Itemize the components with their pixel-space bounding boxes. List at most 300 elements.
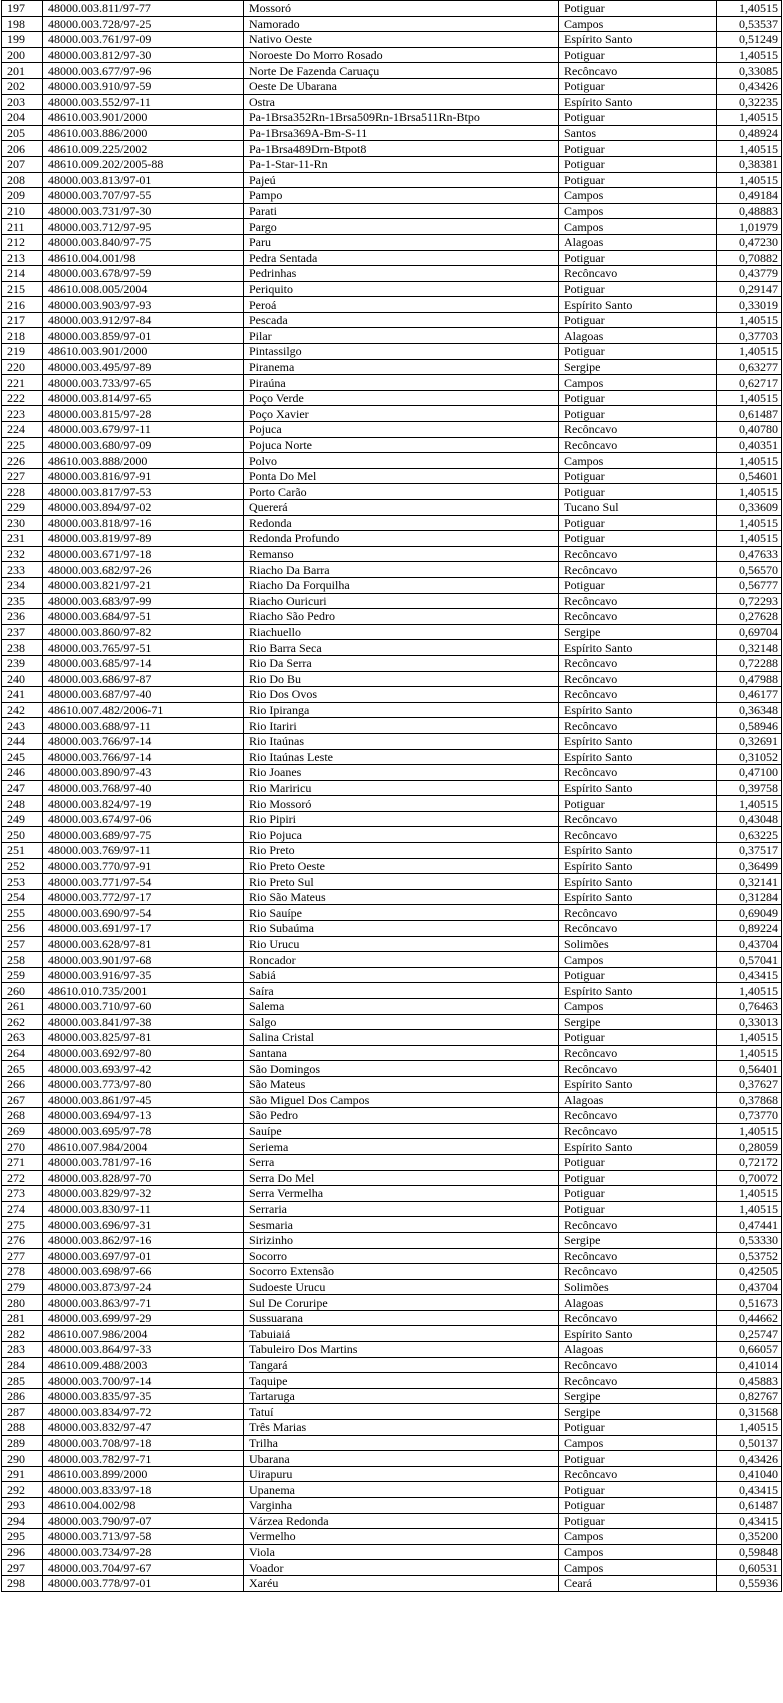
field-name-cell: Riacho Da Forquilha — [244, 577, 559, 593]
coefficient-value-cell: 1,40515 — [717, 796, 782, 812]
row-number-cell: 217 — [2, 312, 43, 328]
basin-name-cell: Potiguar — [559, 141, 717, 157]
basin-name-cell: Tucano Sul — [559, 500, 717, 516]
field-name-cell: Sirizinho — [244, 1232, 559, 1248]
process-number-cell: 48000.003.811/97-77 — [43, 1, 244, 17]
table-row — [2, 671, 782, 687]
process-number-cell: 48000.003.671/97-18 — [43, 546, 244, 562]
row-number-cell: 296 — [2, 1544, 43, 1560]
table-row — [2, 312, 782, 328]
field-name-cell: Namorado — [244, 16, 559, 32]
row-number-cell: 284 — [2, 1357, 43, 1373]
row-number-cell: 210 — [2, 203, 43, 219]
basin-name-cell: Solimões — [559, 936, 717, 952]
field-name-cell: Roncador — [244, 952, 559, 968]
row-number-cell: 273 — [2, 1186, 43, 1202]
row-number-cell: 221 — [2, 375, 43, 391]
basin-name-cell: Potiguar — [559, 312, 717, 328]
row-number-cell: 204 — [2, 110, 43, 126]
process-number-cell: 48000.003.782/97-71 — [43, 1451, 244, 1467]
field-name-cell: Pojuca Norte — [244, 437, 559, 453]
process-number-cell: 48000.003.770/97-91 — [43, 858, 244, 874]
process-number-cell: 48000.003.778/97-01 — [43, 1575, 244, 1591]
row-number-cell: 279 — [2, 1279, 43, 1295]
basin-name-cell: Recôncavo — [559, 1217, 717, 1233]
coefficient-value-cell: 0,53330 — [717, 1232, 782, 1248]
table-row — [2, 468, 782, 484]
process-number-cell: 48000.003.814/97-65 — [43, 390, 244, 406]
field-name-cell: Taquipe — [244, 1373, 559, 1389]
row-number-cell: 230 — [2, 515, 43, 531]
table-row — [2, 1092, 782, 1108]
basin-name-cell: Recôncavo — [559, 422, 717, 438]
field-name-cell: Poço Xavier — [244, 406, 559, 422]
row-number-cell: 245 — [2, 749, 43, 765]
table-row — [2, 562, 782, 578]
coefficient-value-cell: 0,32141 — [717, 874, 782, 890]
process-number-cell: 48000.003.690/97-54 — [43, 905, 244, 921]
field-name-cell: Xaréu — [244, 1575, 559, 1591]
basin-name-cell: Sergipe — [559, 1404, 717, 1420]
process-number-cell: 48000.003.824/97-19 — [43, 796, 244, 812]
process-number-cell: 48000.003.686/97-87 — [43, 671, 244, 687]
coefficient-value-cell: 0,72293 — [717, 593, 782, 609]
process-number-cell: 48610.004.002/98 — [43, 1498, 244, 1514]
basin-name-cell: Potiguar — [559, 1154, 717, 1170]
table-row — [2, 1076, 782, 1092]
field-name-cell: Rio Itariri — [244, 718, 559, 734]
field-name-cell: São Miguel Dos Campos — [244, 1092, 559, 1108]
row-number-cell: 244 — [2, 733, 43, 749]
field-name-cell: Salina Cristal — [244, 1030, 559, 1046]
field-name-cell: Piraúna — [244, 375, 559, 391]
coefficient-value-cell: 0,57041 — [717, 952, 782, 968]
process-number-cell: 48000.003.901/97-68 — [43, 952, 244, 968]
process-number-cell: 48000.003.860/97-82 — [43, 624, 244, 640]
process-number-cell: 48000.003.700/97-14 — [43, 1373, 244, 1389]
table-row — [2, 577, 782, 593]
row-number-cell: 202 — [2, 78, 43, 94]
table-row — [2, 640, 782, 656]
coefficient-value-cell: 0,37517 — [717, 843, 782, 859]
basin-name-cell: Recôncavo — [559, 546, 717, 562]
basin-name-cell: Campos — [559, 219, 717, 235]
row-number-cell: 197 — [2, 1, 43, 17]
row-number-cell: 291 — [2, 1466, 43, 1482]
process-number-cell: 48000.003.707/97-55 — [43, 188, 244, 204]
field-name-cell: Porto Carão — [244, 484, 559, 500]
process-number-cell: 48000.003.841/97-38 — [43, 1014, 244, 1030]
process-number-cell: 48610.004.001/98 — [43, 250, 244, 266]
row-number-cell: 267 — [2, 1092, 43, 1108]
basin-name-cell: Espírito Santo — [559, 1326, 717, 1342]
table-row — [2, 188, 782, 204]
table-row — [2, 359, 782, 375]
coefficient-value-cell: 0,32148 — [717, 640, 782, 656]
process-number-cell: 48000.003.680/97-09 — [43, 437, 244, 453]
row-number-cell: 254 — [2, 889, 43, 905]
process-number-cell: 48000.003.695/97-78 — [43, 1123, 244, 1139]
basin-name-cell: Recôncavo — [559, 437, 717, 453]
process-number-cell: 48610.009.225/2002 — [43, 141, 244, 157]
basin-name-cell: Solimões — [559, 1279, 717, 1295]
field-name-cell: Seriema — [244, 1139, 559, 1155]
process-number-cell: 48610.003.899/2000 — [43, 1466, 244, 1482]
row-number-cell: 248 — [2, 796, 43, 812]
coefficient-value-cell: 0,33019 — [717, 297, 782, 313]
field-name-cell: Pedrinhas — [244, 266, 559, 282]
process-number-cell: 48000.003.677/97-96 — [43, 63, 244, 79]
process-number-cell: 48000.003.694/97-13 — [43, 1108, 244, 1124]
field-name-cell: Uirapuru — [244, 1466, 559, 1482]
field-name-cell: Salgo — [244, 1014, 559, 1030]
table-row — [2, 141, 782, 157]
field-name-cell: Rio Joanes — [244, 765, 559, 781]
process-number-cell: 48000.003.678/97-59 — [43, 266, 244, 282]
coefficient-value-cell: 1,40515 — [717, 141, 782, 157]
table-row — [2, 437, 782, 453]
coefficient-value-cell: 1,40515 — [717, 484, 782, 500]
process-number-cell: 48000.003.812/97-30 — [43, 47, 244, 63]
coefficient-value-cell: 0,48924 — [717, 125, 782, 141]
field-name-cell: Rio Preto Oeste — [244, 858, 559, 874]
table-row — [2, 843, 782, 859]
basin-name-cell: Recôncavo — [559, 1061, 717, 1077]
process-number-cell: 48000.003.685/97-14 — [43, 655, 244, 671]
coefficient-value-cell: 0,37703 — [717, 328, 782, 344]
process-number-cell: 48000.003.728/97-25 — [43, 16, 244, 32]
process-number-cell: 48000.003.790/97-07 — [43, 1513, 244, 1529]
basin-name-cell: Recôncavo — [559, 1045, 717, 1061]
table-row — [2, 484, 782, 500]
coefficient-value-cell: 0,59848 — [717, 1544, 782, 1560]
coefficient-value-cell: 0,33013 — [717, 1014, 782, 1030]
row-number-cell: 231 — [2, 531, 43, 547]
field-name-cell: Rio Mossoró — [244, 796, 559, 812]
coefficient-value-cell: 0,35200 — [717, 1529, 782, 1545]
field-name-cell: Norte De Fazenda Caruaçu — [244, 63, 559, 79]
process-number-cell: 48610.009.202/2005-88 — [43, 156, 244, 172]
table-row — [2, 952, 782, 968]
basin-name-cell: Potiguar — [559, 1420, 717, 1436]
table-row — [2, 390, 782, 406]
row-number-cell: 198 — [2, 16, 43, 32]
row-number-cell: 205 — [2, 125, 43, 141]
table-row — [2, 1373, 782, 1389]
row-number-cell: 297 — [2, 1560, 43, 1576]
row-number-cell: 278 — [2, 1264, 43, 1280]
coefficient-value-cell: 0,72288 — [717, 655, 782, 671]
table-row — [2, 593, 782, 609]
table-row — [2, 281, 782, 297]
row-number-cell: 224 — [2, 422, 43, 438]
coefficient-value-cell: 1,40515 — [717, 1420, 782, 1436]
basin-name-cell: Espírito Santo — [559, 94, 717, 110]
table-row — [2, 687, 782, 703]
basin-name-cell: Recôncavo — [559, 1466, 717, 1482]
row-number-cell: 264 — [2, 1045, 43, 1061]
coefficient-value-cell: 0,60531 — [717, 1560, 782, 1576]
process-number-cell: 48000.003.890/97-43 — [43, 765, 244, 781]
basin-name-cell: Recôncavo — [559, 655, 717, 671]
field-name-cell: Mossoró — [244, 1, 559, 17]
field-name-cell: Paru — [244, 234, 559, 250]
coefficient-value-cell: 0,39758 — [717, 780, 782, 796]
coefficient-value-cell: 0,47100 — [717, 765, 782, 781]
table-row — [2, 1451, 782, 1467]
table-row — [2, 1264, 782, 1280]
field-name-cell: Serraria — [244, 1201, 559, 1217]
basin-name-cell: Espírito Santo — [559, 858, 717, 874]
basin-name-cell: Recôncavo — [559, 1248, 717, 1264]
table-row — [2, 266, 782, 282]
field-name-cell: Parati — [244, 203, 559, 219]
process-number-cell: 48000.003.832/97-47 — [43, 1420, 244, 1436]
row-number-cell: 219 — [2, 344, 43, 360]
table-row — [2, 1342, 782, 1358]
row-number-cell: 290 — [2, 1451, 43, 1467]
row-number-cell: 251 — [2, 843, 43, 859]
coefficient-value-cell: 0,53537 — [717, 16, 782, 32]
process-number-cell: 48000.003.859/97-01 — [43, 328, 244, 344]
table-row — [2, 1560, 782, 1576]
table-row — [2, 94, 782, 110]
field-name-cell: Pedra Sentada — [244, 250, 559, 266]
basin-name-cell: Sergipe — [559, 359, 717, 375]
field-name-cell: Rio São Mateus — [244, 889, 559, 905]
coefficient-value-cell: 1,01979 — [717, 219, 782, 235]
process-number-cell: 48000.003.818/97-16 — [43, 515, 244, 531]
table-row — [2, 983, 782, 999]
basin-name-cell: Recôncavo — [559, 671, 717, 687]
table-row — [2, 1061, 782, 1077]
row-number-cell: 294 — [2, 1513, 43, 1529]
coefficient-value-cell: 0,38381 — [717, 156, 782, 172]
field-name-cell: Rio Itaúnas Leste — [244, 749, 559, 765]
basin-name-cell: Potiguar — [559, 78, 717, 94]
row-number-cell: 203 — [2, 94, 43, 110]
basin-name-cell: Recôncavo — [559, 827, 717, 843]
row-number-cell: 200 — [2, 47, 43, 63]
basin-name-cell: Potiguar — [559, 1513, 717, 1529]
field-name-cell: Ponta Do Mel — [244, 468, 559, 484]
row-number-cell: 285 — [2, 1373, 43, 1389]
table-row — [2, 1186, 782, 1202]
coefficient-value-cell: 0,73770 — [717, 1108, 782, 1124]
coefficient-value-cell: 0,40351 — [717, 437, 782, 453]
table-row — [2, 219, 782, 235]
coefficient-value-cell: 0,32691 — [717, 733, 782, 749]
table-row — [2, 874, 782, 890]
process-number-cell: 48610.007.986/2004 — [43, 1326, 244, 1342]
process-number-cell: 48000.003.829/97-32 — [43, 1186, 244, 1202]
process-number-cell: 48000.003.862/97-16 — [43, 1232, 244, 1248]
process-number-cell: 48000.003.495/97-89 — [43, 359, 244, 375]
field-name-cell: Ostra — [244, 94, 559, 110]
row-number-cell: 260 — [2, 983, 43, 999]
process-number-cell: 48610.007.984/2004 — [43, 1139, 244, 1155]
coefficient-value-cell: 1,40515 — [717, 1201, 782, 1217]
process-number-cell: 48000.003.692/97-80 — [43, 1045, 244, 1061]
row-number-cell: 249 — [2, 811, 43, 827]
field-name-cell: Rio Barra Seca — [244, 640, 559, 656]
field-name-cell: Nativo Oeste — [244, 32, 559, 48]
coefficient-value-cell: 1,40515 — [717, 390, 782, 406]
row-number-cell: 263 — [2, 1030, 43, 1046]
process-number-cell: 48000.003.781/97-16 — [43, 1154, 244, 1170]
coefficient-value-cell: 0,50137 — [717, 1435, 782, 1451]
process-number-cell: 48000.003.733/97-65 — [43, 375, 244, 391]
coefficient-value-cell: 0,29147 — [717, 281, 782, 297]
process-number-cell: 48000.003.863/97-71 — [43, 1295, 244, 1311]
coefficient-value-cell: 0,46177 — [717, 687, 782, 703]
coefficient-value-cell: 0,70882 — [717, 250, 782, 266]
row-number-cell: 265 — [2, 1061, 43, 1077]
basin-name-cell: Espírito Santo — [559, 780, 717, 796]
row-number-cell: 227 — [2, 468, 43, 484]
coefficient-value-cell: 1,40515 — [717, 1045, 782, 1061]
basin-name-cell: Campos — [559, 375, 717, 391]
table-row — [2, 780, 782, 796]
process-number-cell: 48000.003.708/97-18 — [43, 1435, 244, 1451]
basin-name-cell: Campos — [559, 16, 717, 32]
basin-name-cell: Alagoas — [559, 234, 717, 250]
row-number-cell: 222 — [2, 390, 43, 406]
coefficient-value-cell: 1,40515 — [717, 312, 782, 328]
row-number-cell: 218 — [2, 328, 43, 344]
table-row — [2, 1217, 782, 1233]
table-row — [2, 172, 782, 188]
process-number-cell: 48000.003.684/97-51 — [43, 609, 244, 625]
process-number-cell: 48000.003.679/97-11 — [43, 422, 244, 438]
basin-name-cell: Sergipe — [559, 1388, 717, 1404]
basin-name-cell: Recôncavo — [559, 687, 717, 703]
process-number-cell: 48000.003.698/97-66 — [43, 1264, 244, 1280]
table-row — [2, 63, 782, 79]
field-name-cell: Poço Verde — [244, 390, 559, 406]
process-number-cell: 48000.003.766/97-14 — [43, 749, 244, 765]
field-name-cell: Sesmaria — [244, 1217, 559, 1233]
table-row — [2, 422, 782, 438]
table-row — [2, 999, 782, 1015]
row-number-cell: 253 — [2, 874, 43, 890]
row-number-cell: 274 — [2, 1201, 43, 1217]
row-number-cell: 215 — [2, 281, 43, 297]
coefficient-value-cell: 0,32235 — [717, 94, 782, 110]
basin-name-cell: Potiguar — [559, 110, 717, 126]
coefficient-value-cell: 0,49184 — [717, 188, 782, 204]
table-row — [2, 1482, 782, 1498]
basin-name-cell: Santos — [559, 125, 717, 141]
field-name-cell: São Mateus — [244, 1076, 559, 1092]
field-name-cell: Quererá — [244, 500, 559, 516]
process-number-cell: 48610.003.901/2000 — [43, 344, 244, 360]
row-number-cell: 232 — [2, 546, 43, 562]
coefficient-value-cell: 0,25747 — [717, 1326, 782, 1342]
row-number-cell: 233 — [2, 562, 43, 578]
row-number-cell: 236 — [2, 609, 43, 625]
basin-name-cell: Recôncavo — [559, 921, 717, 937]
basin-name-cell: Potiguar — [559, 484, 717, 500]
basin-name-cell: Recôncavo — [559, 765, 717, 781]
field-name-cell: Salema — [244, 999, 559, 1015]
field-name-cell: Peroá — [244, 297, 559, 313]
process-number-cell: 48000.003.687/97-40 — [43, 687, 244, 703]
coefficient-value-cell: 1,40515 — [717, 172, 782, 188]
table-row — [2, 1435, 782, 1451]
process-number-cell: 48000.003.734/97-28 — [43, 1544, 244, 1560]
basin-name-cell: Sergipe — [559, 1014, 717, 1030]
field-name-cell: Rio Do Bu — [244, 671, 559, 687]
process-number-cell: 48000.003.873/97-24 — [43, 1279, 244, 1295]
basin-name-cell: Ceará — [559, 1575, 717, 1591]
basin-name-cell: Espírito Santo — [559, 297, 717, 313]
table-row — [2, 78, 782, 94]
field-name-cell: Saíra — [244, 983, 559, 999]
field-name-cell: Oeste De Ubarana — [244, 78, 559, 94]
field-name-cell: Sabiá — [244, 967, 559, 983]
row-number-cell: 287 — [2, 1404, 43, 1420]
row-number-cell: 207 — [2, 156, 43, 172]
process-number-cell: 48000.003.861/97-45 — [43, 1092, 244, 1108]
row-number-cell: 199 — [2, 32, 43, 48]
row-number-cell: 214 — [2, 266, 43, 282]
process-number-cell: 48610.009.488/2003 — [43, 1357, 244, 1373]
basin-name-cell: Campos — [559, 999, 717, 1015]
process-number-cell: 48610.003.886/2000 — [43, 125, 244, 141]
field-name-cell: Pojuca — [244, 422, 559, 438]
row-number-cell: 239 — [2, 655, 43, 671]
field-name-cell: Rio Sauípe — [244, 905, 559, 921]
table-row — [2, 1388, 782, 1404]
basin-name-cell: Alagoas — [559, 1092, 717, 1108]
field-name-cell: Noroeste Do Morro Rosado — [244, 47, 559, 63]
process-number-cell: 48000.003.840/97-75 — [43, 234, 244, 250]
process-number-cell: 48610.010.735/2001 — [43, 983, 244, 999]
field-name-cell: Socorro — [244, 1248, 559, 1264]
table-row — [2, 344, 782, 360]
coefficient-value-cell: 0,43415 — [717, 1482, 782, 1498]
process-number-cell: 48000.003.628/97-81 — [43, 936, 244, 952]
coefficient-value-cell: 0,43704 — [717, 936, 782, 952]
coefficient-value-cell: 0,44662 — [717, 1310, 782, 1326]
process-number-cell: 48000.003.772/97-17 — [43, 889, 244, 905]
field-name-cell: Rio Mariricu — [244, 780, 559, 796]
table-row — [2, 1279, 782, 1295]
process-number-cell: 48000.003.817/97-53 — [43, 484, 244, 500]
field-name-cell: Viola — [244, 1544, 559, 1560]
coefficient-value-cell: 0,41014 — [717, 1357, 782, 1373]
coefficient-value-cell: 0,36499 — [717, 858, 782, 874]
row-number-cell: 216 — [2, 297, 43, 313]
process-number-cell: 48000.003.699/97-29 — [43, 1310, 244, 1326]
row-number-cell: 256 — [2, 921, 43, 937]
coefficient-value-cell: 0,63225 — [717, 827, 782, 843]
table-row — [2, 32, 782, 48]
table-row — [2, 203, 782, 219]
row-number-cell: 206 — [2, 141, 43, 157]
table-row — [2, 297, 782, 313]
coefficient-value-cell: 0,62717 — [717, 375, 782, 391]
coefficient-value-cell: 0,40780 — [717, 422, 782, 438]
process-number-cell: 48000.003.835/97-35 — [43, 1388, 244, 1404]
coefficient-value-cell: 1,40515 — [717, 1, 782, 17]
table-row — [2, 1513, 782, 1529]
process-number-cell: 48000.003.689/97-75 — [43, 827, 244, 843]
basin-name-cell: Espírito Santo — [559, 874, 717, 890]
coefficient-value-cell: 0,89224 — [717, 921, 782, 937]
basin-name-cell: Potiguar — [559, 577, 717, 593]
